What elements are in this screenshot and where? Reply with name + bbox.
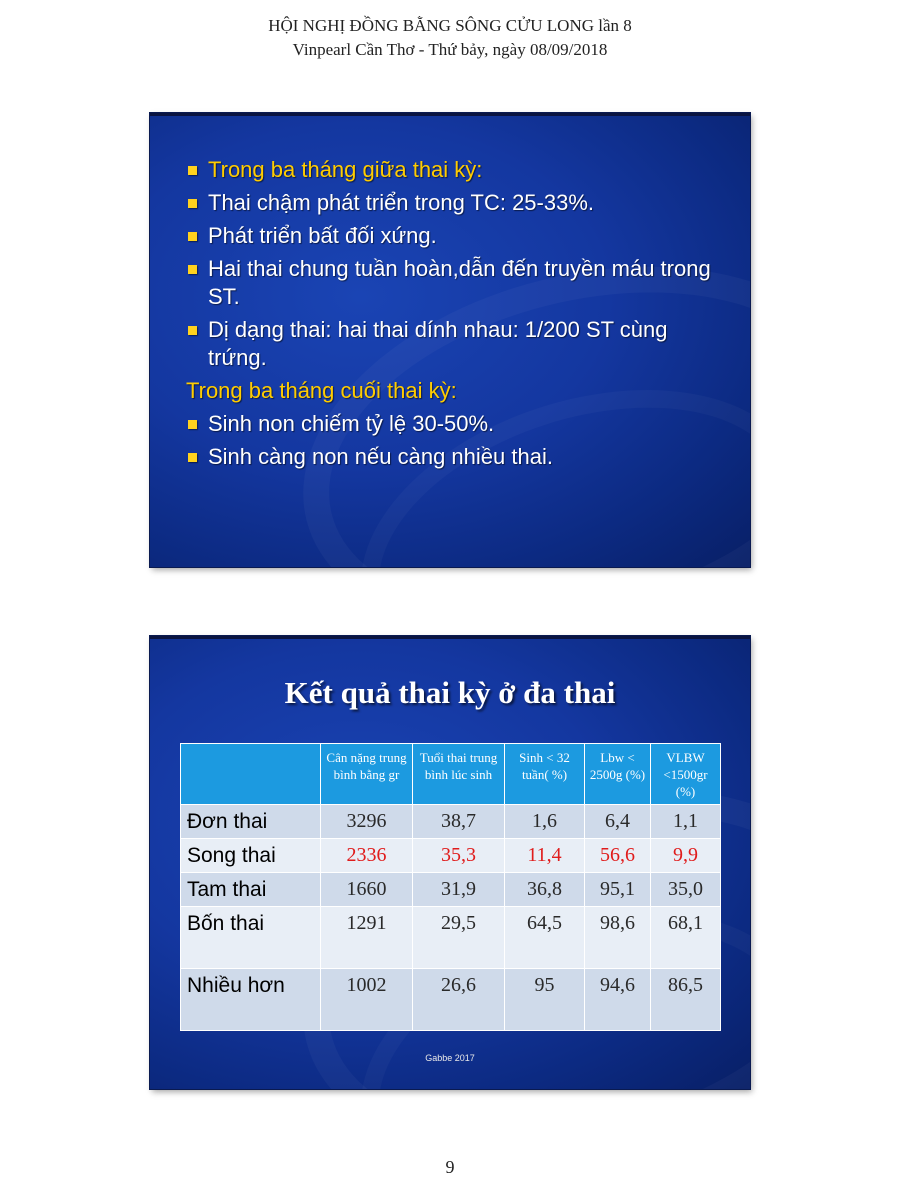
table-cell: 35,0 xyxy=(651,873,721,907)
table-cell: 1291 xyxy=(321,907,413,969)
slide-title: Kết quả thai kỳ ở đa thai xyxy=(284,675,616,710)
bullet-item: Phát triển bất đối xứng. xyxy=(180,222,720,250)
column-header: Sinh < 32 tuần( %) xyxy=(505,744,585,805)
column-header: Cân nặng trung bình bằng gr xyxy=(321,744,413,805)
column-header: VLBW <1500gr (%) xyxy=(651,744,721,805)
row-label: Bốn thai xyxy=(181,907,321,969)
table-cell: 38,7 xyxy=(413,805,505,839)
bullet-item: Trong ba tháng giữa thai kỳ: xyxy=(180,156,720,184)
table-row xyxy=(181,839,721,873)
table-cell: 31,9 xyxy=(413,873,505,907)
square-bullet-icon xyxy=(188,232,197,241)
table-cell: 86,5 xyxy=(651,969,721,1031)
square-bullet-icon xyxy=(188,326,197,335)
table-cell: 6,4 xyxy=(585,805,651,839)
column-header: Tuổi thai trung bình lúc sinh xyxy=(413,744,505,805)
square-bullet-icon xyxy=(188,265,197,274)
source-citation: Gabbe 2017 xyxy=(425,1053,475,1063)
table-cell: 29,5 xyxy=(413,907,505,969)
table-row xyxy=(181,969,721,1031)
column-header: Lbw < 2500g (%) xyxy=(585,744,651,805)
table-cell: 56,6 xyxy=(585,839,651,873)
table-cell: 95 xyxy=(505,969,585,1031)
square-bullet-icon xyxy=(188,199,197,208)
bullet-list xyxy=(180,156,720,476)
bullet-item: Dị dạng thai: hai thai dính nhau: 1/200 ST cùng trứng. xyxy=(180,316,720,372)
table-cell: 64,5 xyxy=(505,907,585,969)
section-heading: Trong ba tháng cuối thai kỳ: xyxy=(186,378,457,403)
column-header xyxy=(181,744,321,805)
square-bullet-icon xyxy=(188,420,197,429)
page-number: 9 xyxy=(445,1157,455,1177)
slide-multiple-pregnancy-results xyxy=(150,636,750,1089)
square-bullet-icon xyxy=(188,166,197,175)
table-header-row xyxy=(181,744,721,805)
table-cell: 11,4 xyxy=(505,839,585,873)
table-row xyxy=(181,805,721,839)
table-cell: 95,1 xyxy=(585,873,651,907)
row-label: Đơn thai xyxy=(181,805,321,839)
table-row xyxy=(181,907,721,969)
row-label: Tam thai xyxy=(181,873,321,907)
page-header xyxy=(0,14,900,62)
table-cell: 3296 xyxy=(321,805,413,839)
table-cell: 2336 xyxy=(321,839,413,873)
table-cell: 1002 xyxy=(321,969,413,1031)
bullet-item: Sinh càng non nếu càng nhiều thai. xyxy=(180,443,720,471)
table-cell: 1,6 xyxy=(505,805,585,839)
table-cell: 1,1 xyxy=(651,805,721,839)
bullet-item: Thai chậm phát triển trong TC: 25-33%. xyxy=(180,189,720,217)
row-label: Nhiều hơn xyxy=(181,969,321,1031)
square-bullet-icon xyxy=(188,453,197,462)
table-cell: 1660 xyxy=(321,873,413,907)
table-cell: 98,6 xyxy=(585,907,651,969)
bullet-item: Hai thai chung tuần hoàn,dẫn đến truyền máu trong ST. xyxy=(180,255,720,311)
conference-title: HỘI NGHỊ ĐỒNG BẰNG SÔNG CỬU LONG lần 8 xyxy=(268,16,632,35)
table-cell: 94,6 xyxy=(585,969,651,1031)
table-cell: 9,9 xyxy=(651,839,721,873)
row-label: Song thai xyxy=(181,839,321,873)
table-cell: 36,8 xyxy=(505,873,585,907)
table-cell: 35,3 xyxy=(413,839,505,873)
table-cell: 26,6 xyxy=(413,969,505,1031)
table-row xyxy=(181,873,721,907)
table-cell: 68,1 xyxy=(651,907,721,969)
results-table xyxy=(180,743,721,1031)
bullet-item: Sinh non chiếm tỷ lệ 30-50%. xyxy=(180,410,720,438)
conference-venue-date: Vinpearl Cần Thơ - Thứ bảy, ngày 08/09/2018 xyxy=(292,40,608,59)
slide-pregnancy-trimesters xyxy=(150,113,750,567)
